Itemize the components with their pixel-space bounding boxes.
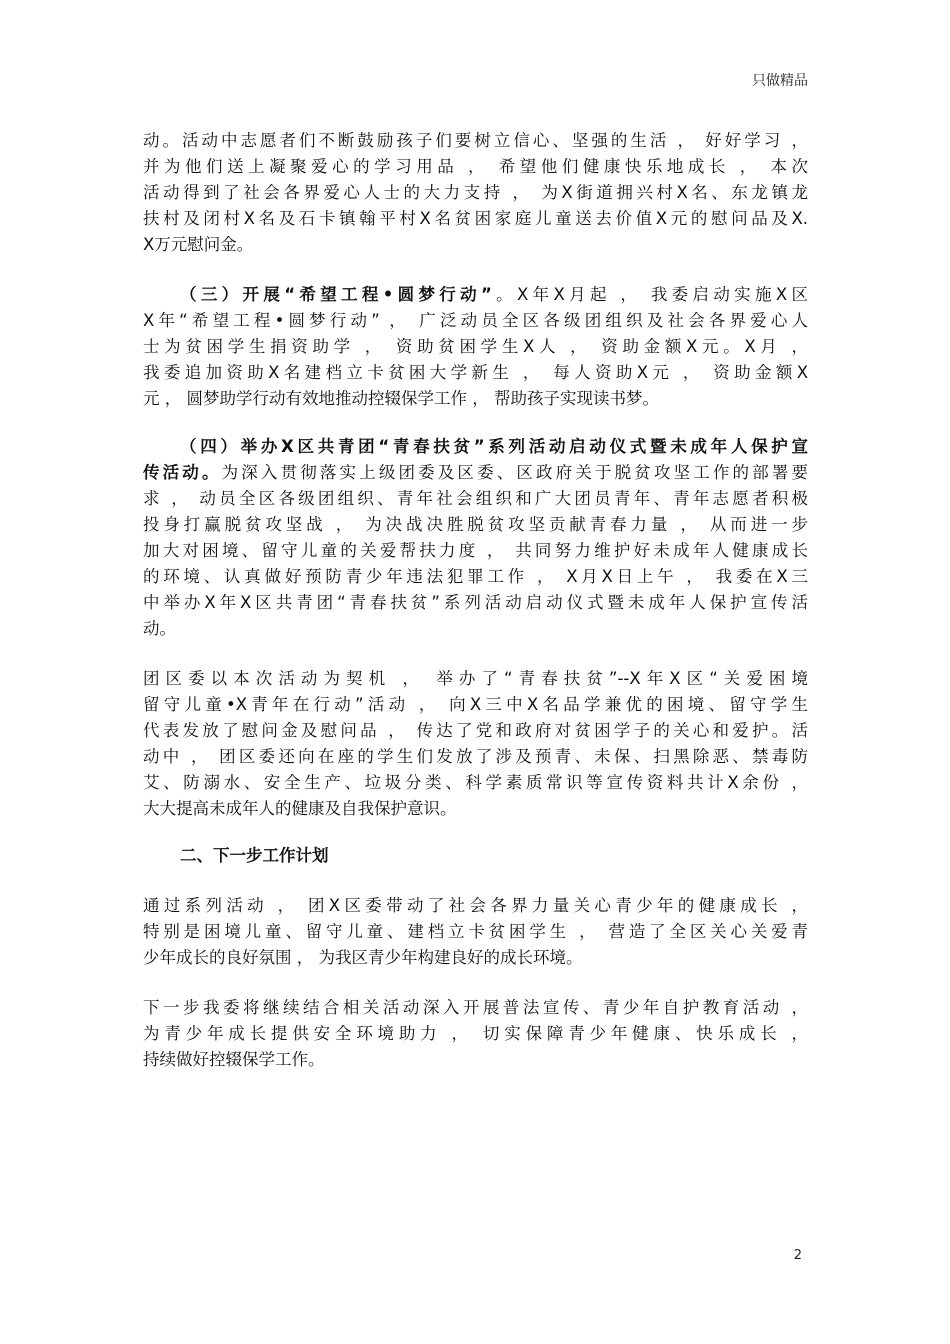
text-line: 大大提高未成年人的健康及自我保护意识。 [143,799,457,818]
text-line: 艾、防溺水、安全生产、垃圾分类、科学素质常识等宣传资料共计X余份 ， [143,773,808,792]
text-line: 动中 ， 团区委还向在座的学生们发放了涉及预青、未保、扫黑除恶、禁毒防 [143,747,808,766]
section-heading: 二、下一步工作计划 [180,846,329,865]
text-line: 元 ， 圆梦助学行动有效地推动控辍保学工作 ， 帮助孩子实现读书梦。 [143,389,659,408]
text-line: 投身打赢脱贫攻坚战 ， 为决战决胜脱贫攻坚贡献青春力量 ， 从而进一步 [143,515,808,534]
page-number: 2 [793,1248,802,1263]
text-line: 持续做好控辍保学工作。 [143,1050,325,1069]
text-line: 特别是困境儿童、留守儿童、建档立卡贫困学生 ， 营造了全区关心关爱青 [143,922,808,941]
text-line: 为青少年成长提供安全环境助力 ， 切实保障青少年健康、快乐成长 ， [143,1024,808,1043]
text-line: 活动得到了社会各界爱心人士的大力支持 ， 为X街道拥兴村X名、东龙镇龙 [143,183,808,202]
text-line: 动。活动中志愿者们不断鼓励孩子们要树立信心、坚强的生活 ， 好好学习 ， [143,131,808,150]
text-line: 下一步我委将继续结合相关活动深入开展普法宣传、青少年自护教育活动 ， [143,998,808,1017]
text-line: 通过系列活动 ， 团X区委带动了社会各界力量关心青少年的健康成长 ， [143,896,808,915]
text-line [180,283,808,307]
text-line: 士为贫困学生捐资助学 ， 资助贫困学生X人 ， 资助金额X元。X月 ， [143,337,808,356]
text-span: 为深入贯彻落实上级团委及区委、区政府关于脱贫攻坚工作的部署要 [221,463,809,482]
text-line: 的环境、认真做好预防青少年违法犯罪工作 ， X月X日上午 ， 我委在X三 [143,567,808,586]
subheading-4-end: 传活动。 [143,463,222,482]
text-line: 并为他们送上凝聚爱心的学习用品 ， 希望他们健康快乐地成长 ， 本次 [143,157,808,176]
header-note: 只做精品 [752,73,808,89]
text-line: 扶村及闭村X名及石卡镇翰平村X名贫困家庭儿童送去价值X元的慰问品及X. [143,209,808,228]
text-line: X万元慰问金。 [143,235,254,254]
text-line: 动。 [143,619,176,638]
text-line: 中举办X年X区共青团“青春扶贫”系列活动启动仪式暨未成年人保护宣传活 [143,593,808,612]
text-line: 我委追加资助X名建档立卡贫困大学新生 ， 每人资助X元 ， 资助金额X [143,363,808,382]
text-line: 加大对困境、留守儿童的关爱帮扶力度 ， 共同努力维护好未成年人健康成长 [143,541,808,560]
text-line: 团区委以本次活动为契机 ， 举办了“青春扶贫”--X年X区“关爱困境 [143,669,808,688]
text-line: 代表发放了慰问金及慰问品 ， 传达了党和政府对贫困学子的关心和爱护。活 [143,721,808,740]
text-line: 求 ， 动员全区各级团组织、青年社会组织和广大团员青年、青年志愿者积极 [143,489,808,508]
subheading-3: （三）开展“希望工程•圆梦行动” [180,285,492,304]
subheading-4: （四）举办X区共青团“青春扶贫”系列活动启动仪式暨未成年人保护宣 [180,437,808,456]
text-line [143,461,808,485]
text-line: X年“希望工程•圆梦行动” ， 广泛动员全区各级团组织及社会各界爱心人 [143,311,808,330]
text-line: 少年成长的良好氛围 ， 为我区青少年构建良好的成长环境。 [143,948,583,967]
text-span: 。X年X月起 ， 我委启动实施X区 [491,285,808,304]
text-line: 留守儿童•X青年在行动”活动 ， 向X三中X名品学兼优的困境、留守学生 [143,695,808,714]
